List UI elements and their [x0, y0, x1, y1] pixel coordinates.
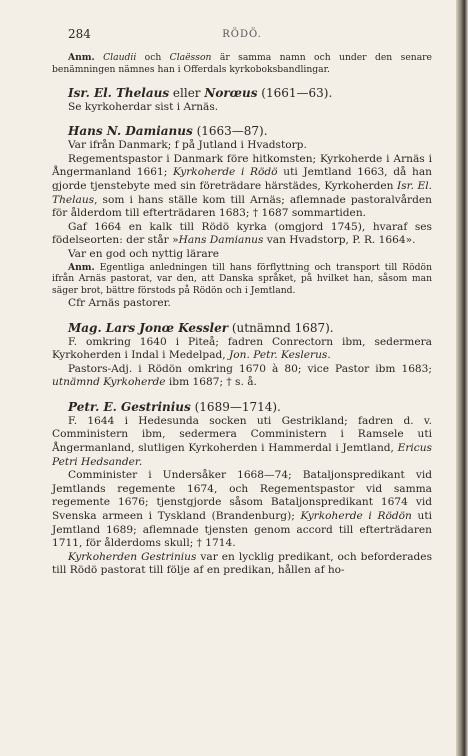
text-run: Comminister i Undersåker 1668—74; Bataljonspredikant vid Jemtlands regemente 1674, och Regementspastor vid samma regemente 1676; tjenstgjorde såsom Bataljonspredikant 1674 vid Svenska armeen i Tyskland (Brandenburg); — [52, 469, 432, 523]
entry-name: Petr. E. Gestrinius — [68, 399, 191, 414]
entry-paragraph — [52, 336, 432, 363]
text-run: uti Jemtland 1663, då han gjorde tjenstebyte med sin företrädare härstädes, Kyrkoherden — [52, 166, 432, 192]
text-run: van Hvadstorp, P. R. 1664». — [263, 234, 416, 247]
text-run: F. omkring 1640 i Piteå; fadren Conrectorn ibm, sedermera Kyrkoherden i Indal i Medelpad, — [52, 335, 432, 362]
page-header — [52, 28, 432, 44]
entry-heading — [52, 85, 432, 101]
text-run: F. 1644 i Hedesunda socken uti Gestrikland; fadren d. v. Comministern ibm, sedermera Comministern i Ramsele uti Ångermanland, slutligen Kyrkoherden i Hammerdal i Jemtland, — [52, 414, 432, 455]
italic-run: Ericus Petri Hedsander. — [52, 442, 432, 468]
entry-heading — [52, 399, 432, 415]
italic-run: Hans Damianus — [178, 234, 264, 247]
entry-paragraph — [52, 469, 432, 551]
italic-run: Kyrkoherde i Rödön — [300, 510, 412, 523]
note-name: Claësson — [169, 52, 212, 63]
entry-gestrinius — [52, 399, 432, 578]
page-edge-shadow — [456, 0, 468, 756]
text-run: Gaf 1664 en kalk till Rödö kyrka (omgjord 1745), hvaraf ses födelseorten: der står » — [52, 220, 432, 247]
running-title: RÖDÖ. — [222, 29, 262, 40]
note-text: och — [136, 52, 170, 63]
entry-years: (1689—1714). — [190, 399, 281, 414]
italic-run: utnämnd Kyrkoherde — [52, 376, 166, 389]
page-number: 284 — [68, 27, 91, 41]
note-text: är samma namn och under den senare benämningen nämnes han i Offerdals kyrkoboksbandlingar. — [52, 52, 432, 75]
note-name: Claudii — [103, 52, 137, 63]
italic-run: Kyrkoherden Gestrinius — [68, 550, 197, 563]
note-label: Anm. — [68, 52, 95, 63]
entry-paragraph — [52, 153, 432, 221]
text-run: , som i hans ställe kom till Arnäs; aflemnade pastoralvården för ålderdom till efterträdaren 1683; † 1687 sommartiden. — [52, 193, 432, 220]
entry-text: Var ifrån Danmark; f på Jutland i Hvadstorp. — [68, 139, 307, 152]
entry-kessler — [52, 320, 432, 390]
text-run: Pastors-Adj. i Rödön omkring 1670 à 80; vice Pastor ibm 1683; — [68, 362, 432, 375]
entry-name: Mag. Lars Jonœ Kessler — [68, 320, 229, 335]
entry-paragraph — [52, 415, 432, 469]
entry-paragraph — [52, 363, 432, 390]
text-run: var en lycklig predikant, och beforderades till Rödö pastorat till följe af en predikan, hållen af ho- — [52, 550, 433, 577]
entry-reference: Cfr Arnäs pastorer. — [68, 296, 171, 309]
note-label: Anm. — [68, 261, 95, 273]
entry-text: Var en god och nyttig lärare — [68, 247, 219, 260]
entry-alt-prefix: eller — [169, 85, 205, 100]
entry-text: Se kyrkoherdar sist i Arnäs. — [68, 100, 219, 113]
page-content — [52, 28, 432, 578]
entry-alt-name: Norœus — [204, 85, 258, 100]
entry-years: (1661—63). — [257, 85, 333, 100]
text-run: uti Jemtland 1689; aflemnade tjensten genom accord till efterträdaren 1711, för ålderdoms skull; † 1714. — [52, 510, 432, 550]
entry-paragraph — [52, 551, 432, 578]
italic-run: Isr. El. Thelaus — [52, 179, 432, 206]
text-run: ibm 1687; † s. å. — [165, 376, 257, 389]
entry-heading — [52, 123, 432, 139]
italic-run: Kyrkoherde i Rödö — [172, 166, 278, 179]
entry-years: (1663—87). — [192, 124, 268, 139]
entry-damianus — [52, 123, 432, 310]
text-run: Regementspastor i Danmark före hitkomsten; Kyrkoherde i Arnäs i Ångermanland 1661; — [52, 152, 432, 179]
entry-heading — [52, 320, 432, 336]
entry-thelaus — [52, 85, 432, 115]
entry-note — [52, 262, 432, 297]
note-text: Egentliga anledningen till hans förflyttning och transport till Rödön ifrån Arnäs pastorat, var den, att Danska språket, på hvilket han, såsom man säger brot, bättre förstods på Rödön och i Jemtland. — [52, 261, 432, 297]
entry-name: Hans N. Damianus — [68, 124, 193, 139]
top-note — [52, 52, 432, 76]
entry-paragraph — [52, 221, 432, 248]
entry-years: (utnämnd 1687). — [228, 320, 334, 335]
italic-run: Jon. Petr. Keslerus. — [229, 349, 331, 362]
entry-name: Isr. El. Thelaus — [68, 85, 170, 100]
